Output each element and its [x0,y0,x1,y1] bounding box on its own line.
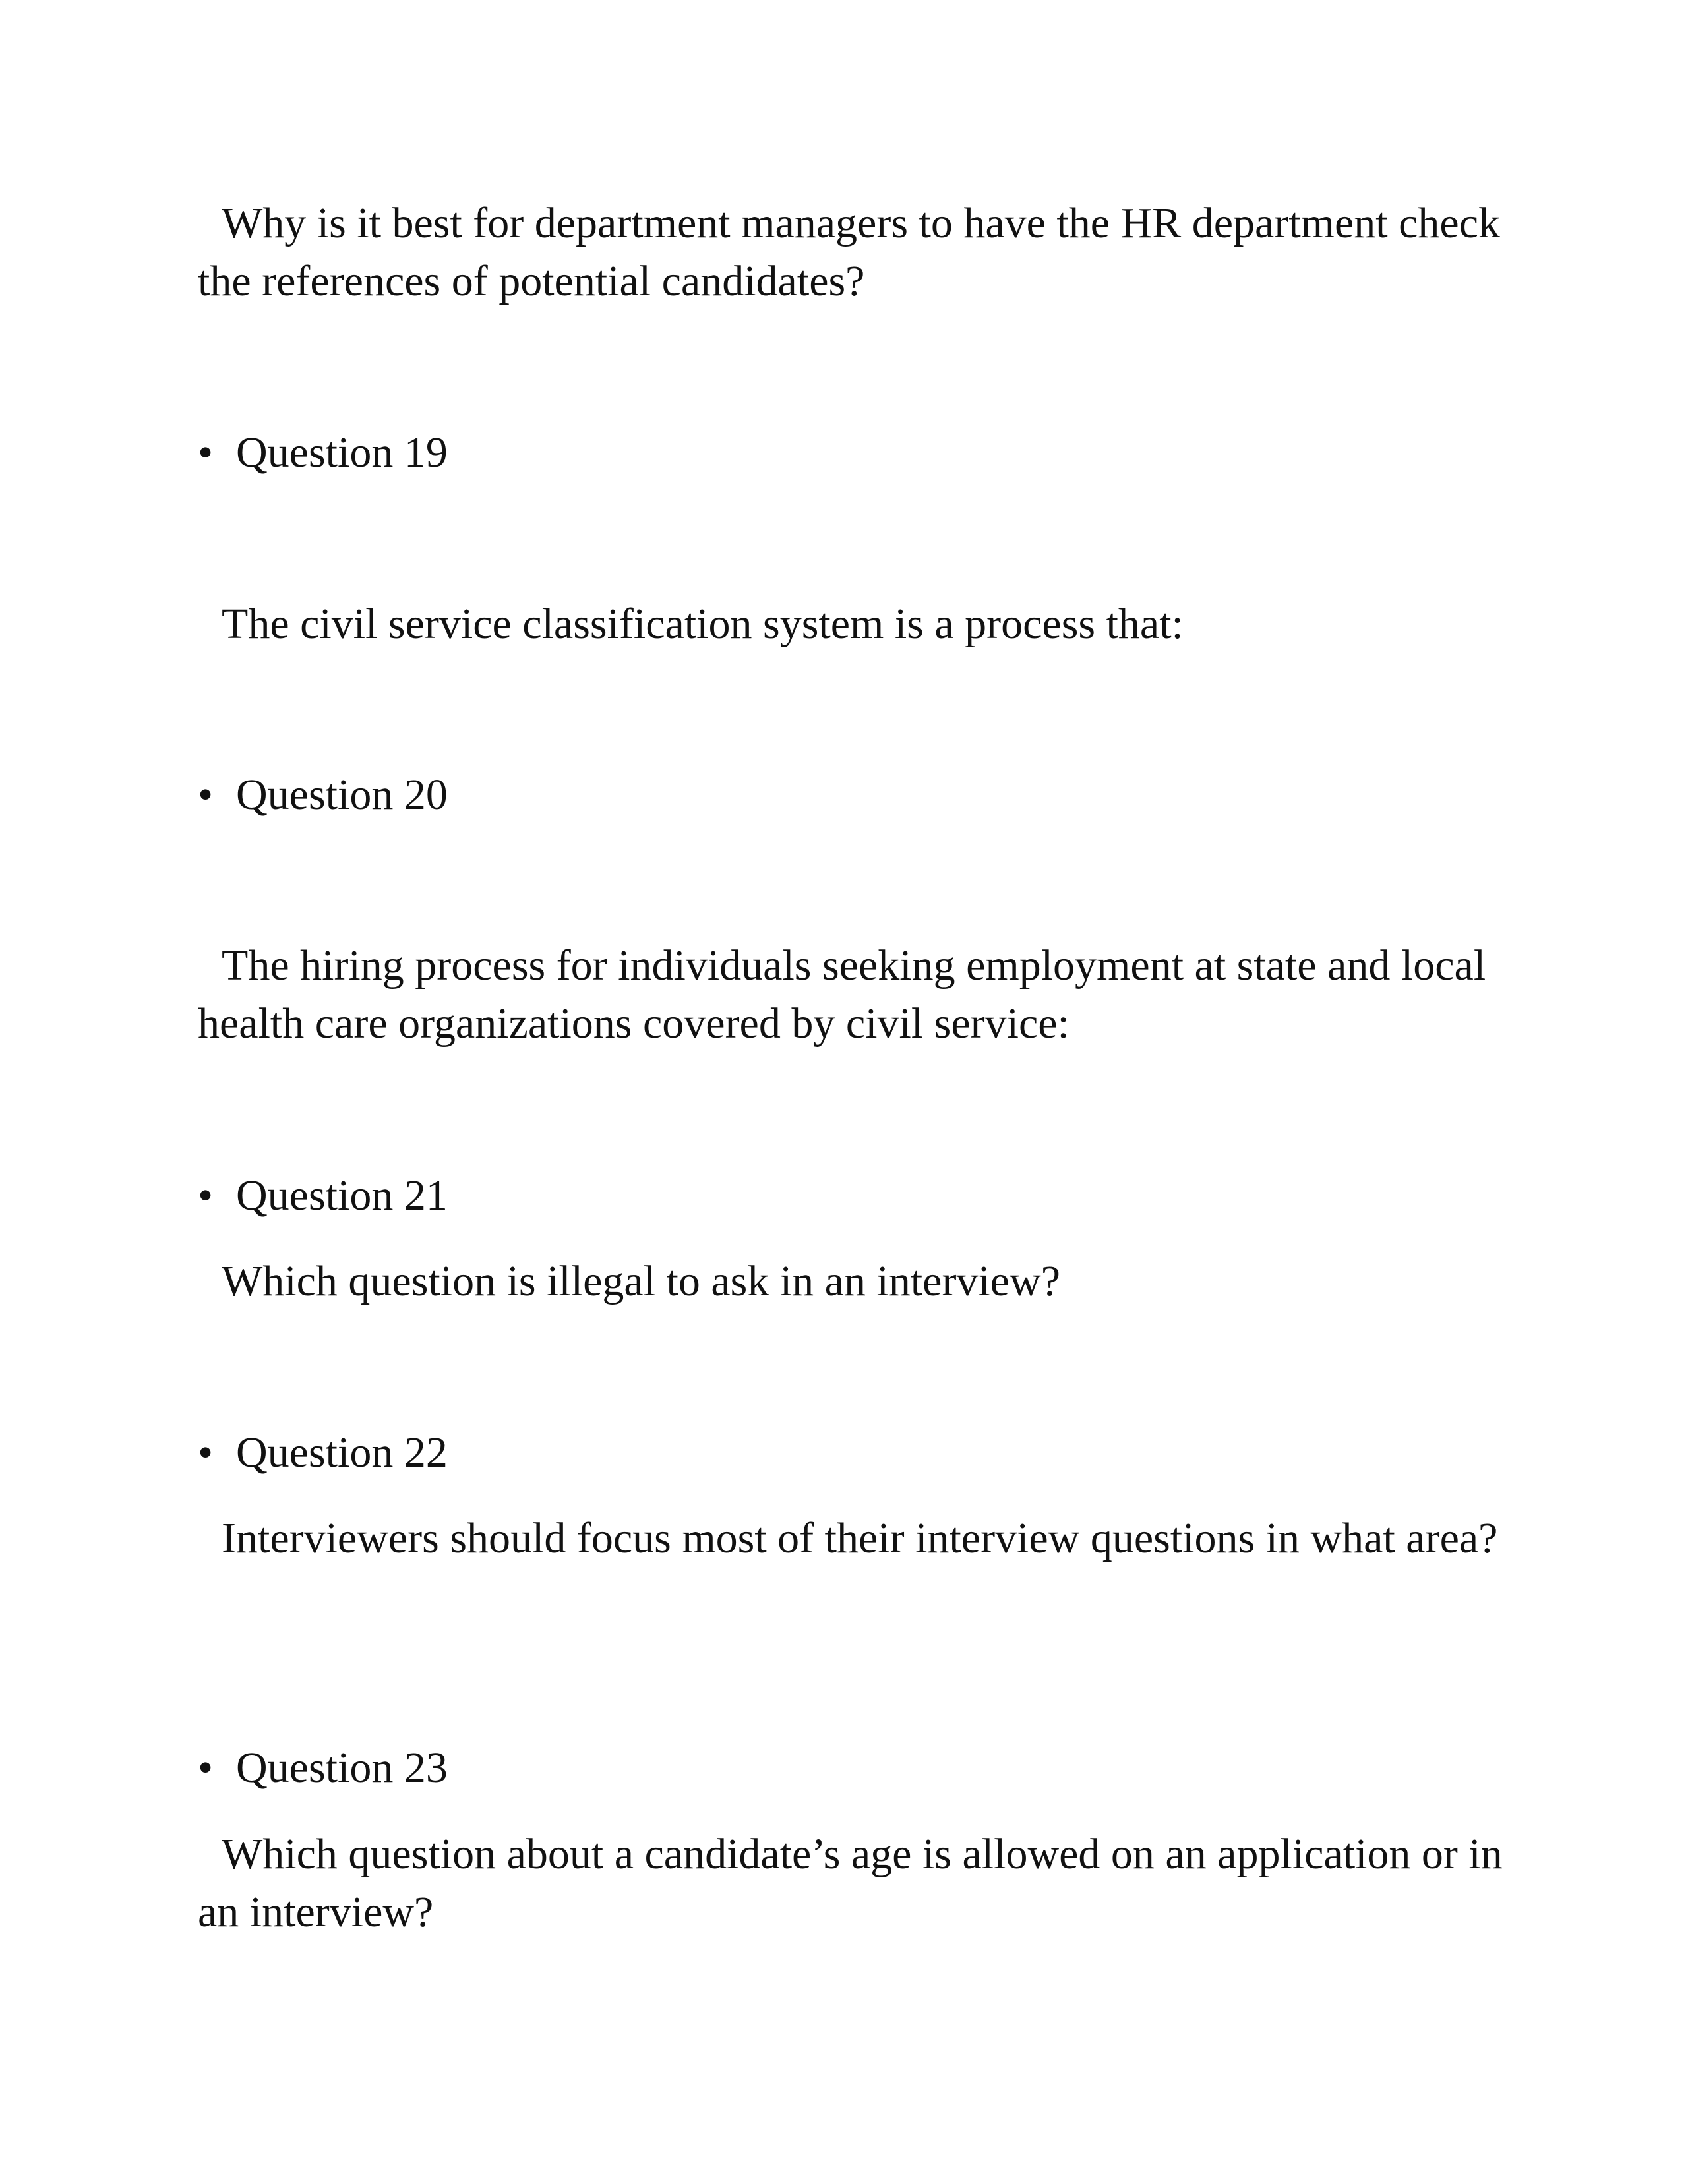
question-19-label: Question 19 [236,428,448,477]
bullet-icon: • [198,428,214,477]
question-23-text: Which question about a candidate’s age is allowed on an application or in an interview? [198,1830,1503,1936]
question-20-heading [198,766,448,824]
bullet-icon: • [198,1171,214,1220]
question-22-text: Interviewers should focus most of their interview questions in what area? [222,1514,1498,1562]
question-23-heading [198,1739,448,1797]
question-21-label: Question 21 [236,1171,448,1220]
bullet-icon: • [198,1744,214,1792]
bullet-icon: • [198,1429,214,1477]
question-21-heading [198,1167,448,1225]
question-23-label: Question 23 [236,1744,448,1792]
question-20-text: The hiring process for individuals seeking employment at state and local health care organizations covered by civil service: [198,941,1486,1048]
question-20-label: Question 20 [236,771,448,819]
bullet-icon: • [198,771,214,819]
question-18-text: Why is it best for department managers to have the HR department check the references of potential candidates? [198,199,1501,305]
question-22-heading [198,1424,448,1482]
question-19-text: The civil service classification system is a process that: [222,600,1184,648]
question-22-label: Question 22 [236,1429,448,1477]
question-19-heading [198,424,448,482]
question-21-text: Which question is illegal to ask in an interview? [222,1257,1061,1305]
